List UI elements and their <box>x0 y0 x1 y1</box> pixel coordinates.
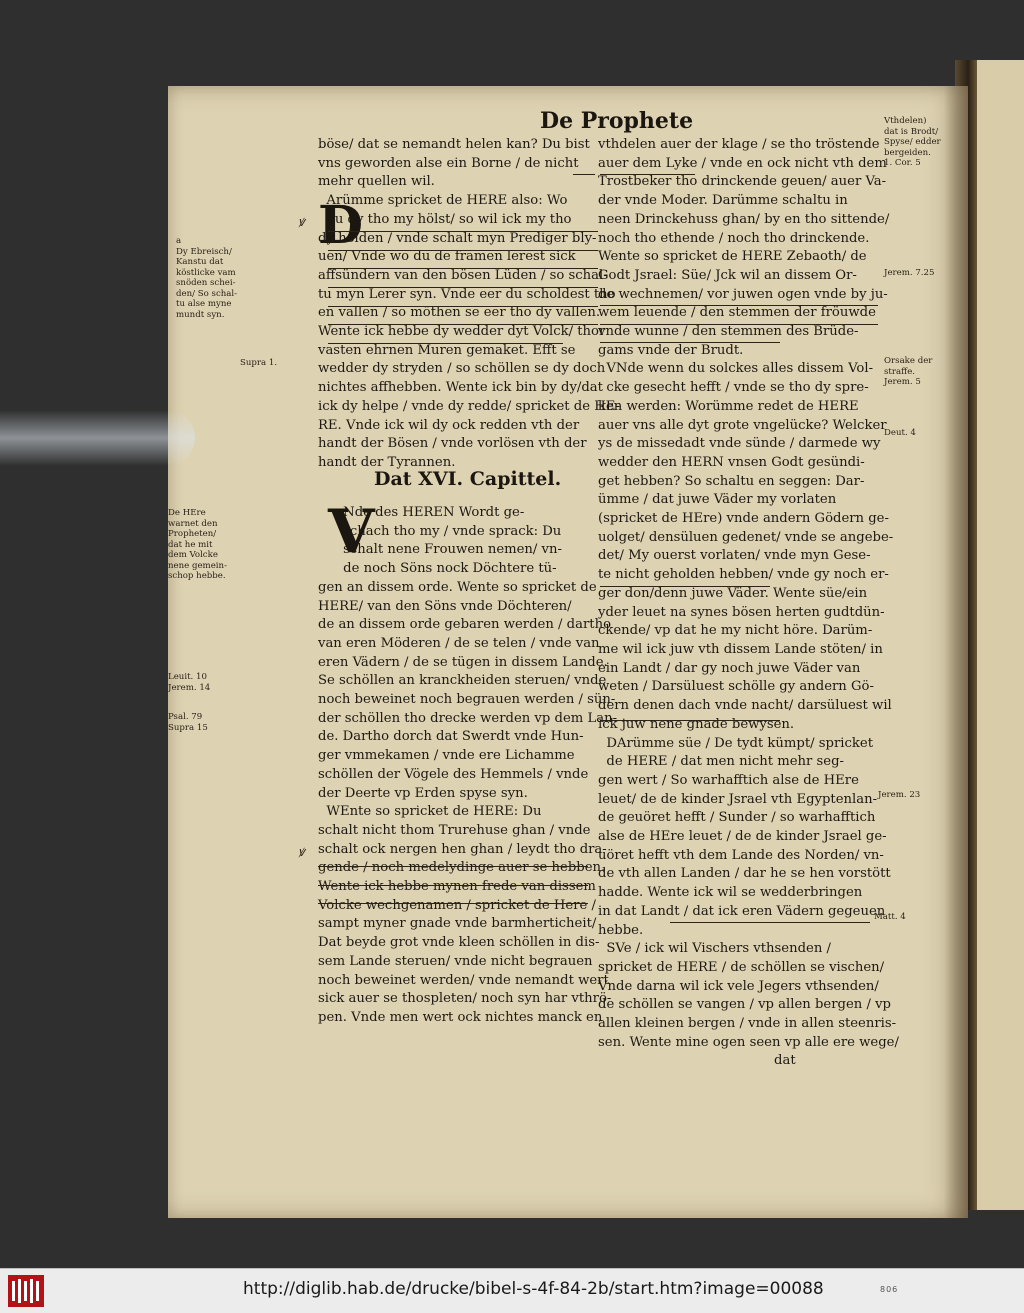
text-line: in dat Landt / dat ick eren Vädern gegeuen <box>598 903 886 919</box>
margin-note: Leuit. 10 Jerem. 14 <box>168 672 211 693</box>
text-line: de. Dartho dorch dat Swerdt vnde Hun- <box>318 729 584 745</box>
chapter-title: Dat XVI. Capittel. <box>374 468 562 490</box>
text-line: Volcke wechgenamen / spricket de Here / <box>318 897 596 913</box>
text-line: uolget/ densüluen gedenet/ vnde se angebe- <box>598 529 894 545</box>
text-line: vthdelen auer der klage / se tho tröstende <box>598 137 880 152</box>
text-line: de schöllen se vangen / vp allen bergen / vp <box>598 997 891 1013</box>
text-line: vasten ehrnen Muren gemaket. Efft se <box>318 342 576 358</box>
text-line: Wente so spricket de HERE Zebaoth/ de <box>598 249 867 265</box>
text-line: gen wert / So warhafftich alse de HEre <box>598 772 859 788</box>
text-line: schalt ock nergen hen ghan / leydt tho dra- <box>318 841 607 857</box>
text-line: schalt nene Frouwen nemen/ vn- <box>318 542 562 558</box>
text-line: cke gesecht hefft / vnde se tho dy spre- <box>598 380 869 396</box>
margin-note: Supra 1. <box>240 358 278 368</box>
margin-note: Orsake der straffe. Jerem. 5 <box>884 356 933 387</box>
text-line: de an dissem orde gebaren werden / dartho <box>318 617 612 633</box>
page-gutter-shadow <box>944 86 968 1218</box>
text-line: de geuöret hefft / Sunder / so warhafftich <box>598 810 876 826</box>
text-line: du dy tho my hölst/ so wil ick my tho <box>318 211 572 227</box>
library-logo-icon[interactable] <box>8 1275 44 1307</box>
margin-note: Psal. 79 Supra 15 <box>168 712 208 733</box>
text-line: det/ My ouerst vorlaten/ vnde myn Gese- <box>598 548 871 564</box>
text-line: Nde des HEREN Wordt ge- <box>318 505 525 520</box>
text-line: böse/ dat se nemandt helen kan? Du bist <box>318 137 590 152</box>
page-header: De Prophete <box>540 108 694 134</box>
text-line: uen/ Vnde wo du de framen lerest sick <box>318 249 576 265</box>
text-line: te nicht geholden hebben/ vnde gy noch er- <box>598 567 889 583</box>
text-line: de wechnemen/ vor juwen ogen vnde by ju- <box>598 286 888 302</box>
margin-note: a Dy Ebreisch/ Kanstu dat köstlicke vam snöden schei- den/ So schal- tu alse myne mundt syn. <box>176 236 238 320</box>
text-line: ick dy helpe / vnde dy redde/ spricket de HE- <box>318 398 621 414</box>
text-line: de HERE / dat men nicht mehr seg- <box>598 754 844 770</box>
text-line: tu myn Lerer syn. Vnde eer du scholdest tho <box>318 286 616 302</box>
text-line: ick juw nene gnade bewysen. <box>598 716 795 732</box>
handwritten-mark: ꝟ <box>298 215 305 230</box>
text-line: ger don/denn juwe Väder. Wente süe/ein <box>598 585 868 601</box>
page-code: 806 <box>880 1285 899 1294</box>
text-line: Godt Jsrael: Süe/ Jck wil an dissem Or- <box>598 267 857 283</box>
text-line: ger vmmekamen / vnde ere Lichamme <box>318 748 575 764</box>
text-line: weten / Darsüluest schölle gy andern Gö- <box>598 679 874 695</box>
text-line: mehr quellen wil. <box>318 174 435 190</box>
text-line: leuet/ de de kinder Jsrael vth Egyptenlan- <box>598 791 878 807</box>
drop-initial-v: V <box>328 497 375 567</box>
text-line: dat <box>598 1053 796 1069</box>
text-line: allen kleinen bergen / vnde in allen steenris- <box>598 1016 897 1032</box>
right-column <box>598 136 899 1071</box>
text-line: ein Landt / dar gy noch juwe Väder van <box>598 660 861 676</box>
viewer-footer <box>0 1268 1024 1313</box>
text-line: ümme / dat juwe Väder my vorlaten <box>598 492 837 508</box>
text-line: hadde. Wente ick wil se wedderbringen <box>598 885 863 901</box>
text-line: der Deerte vp Erden spyse syn. <box>318 785 528 801</box>
text-line: ckende/ vp dat he my nicht höre. Darüm- <box>598 623 873 639</box>
text-line: de noch Söns nock Döchtere tü- <box>318 561 557 577</box>
text-line: Dat beyde grot vnde kleen schöllen in dis- <box>318 935 600 951</box>
margin-note: Jerem. 23 <box>878 790 921 800</box>
handwritten-mark: ꝟ <box>298 845 305 860</box>
text-line: get hebben? So schaltu en seggen: Dar- <box>598 473 865 489</box>
text-line: DArümme süe / De tydt kümpt/ spricket <box>598 735 874 751</box>
text-line: gen an dissem orde. Wente so spricket de <box>318 579 597 595</box>
text-line: spricket de HERE / de schöllen se vischen/ <box>598 959 885 975</box>
text-line: schalt nicht thom Trurehuse ghan / vnde <box>318 822 591 838</box>
page-clip-shadow <box>0 410 195 466</box>
text-line: (spricket de HEre) vnde andern Gödern ge- <box>598 511 889 527</box>
text-line: sem Lande steruen/ vnde nicht begrauen <box>318 953 593 969</box>
text-line: en vallen / so möthen se eer tho dy vallen. <box>318 305 601 321</box>
margin-note: Deut. 4 <box>884 428 916 438</box>
text-line: gende / noch medelydinge auer se hebben. <box>318 860 606 876</box>
text-line: Wente ick hebbe mynen frede van dissem <box>318 879 596 895</box>
text-line: vns geworden alse ein Borne / de nicht <box>318 155 579 171</box>
text-line: sampt myner gnade vnde barmherticheit/ <box>318 916 597 932</box>
text-line: HERE/ van den Söns vnde Döchteren/ <box>318 598 572 614</box>
text-line: neen Drinckehuss ghan/ by en tho sittende/ <box>598 211 890 227</box>
text-line: auer vns alle dyt grote vngelücke? Welcker <box>598 417 887 433</box>
page-url-link[interactable]: http://diglib.hab.de/drucke/bibel-s-4f-84-2b/start.htm?image=00088 <box>243 1279 824 1299</box>
text-line: dern denen dach vnde nacht/ darsüluest wil <box>598 698 892 714</box>
margin-note: Jerem. 7.25 <box>884 268 935 278</box>
left-column-top <box>318 136 620 473</box>
text-line: auer dem Lyke / vnde en ock nicht vth dem <box>598 155 887 171</box>
text-line: noch beweinet noch begrauen werden / sün- <box>318 692 616 708</box>
text-line: der schöllen tho drecke werden vp dem Lan- <box>318 710 618 726</box>
text-line: van eren Möderen / de se telen / vnde van <box>318 635 600 651</box>
text-line: schach tho my / vnde sprack: Du <box>318 523 562 539</box>
text-line: dy holden / vnde schalt myn Prediger bly- <box>318 230 597 246</box>
margin-note: De HEre warnet den Propheten/ dat he mit dem Volcke nene gemein- schop hebbe. <box>168 508 227 581</box>
text-line: ken werden: Worümme redet de HERE <box>598 398 859 414</box>
text-line: SVe / ick wil Vischers vthsenden / <box>598 941 831 957</box>
text-line: VNde wenn du solckes alles dissem Vol- <box>598 361 874 377</box>
left-column-bottom <box>318 497 618 1028</box>
text-line: affsündern van den bösen Lüden / so schal- <box>318 267 608 283</box>
text-line: vnde wunne / den stemmen des Brüde- <box>598 324 859 340</box>
text-line: de vth allen Landen / dar he se hen vorstött <box>598 866 891 882</box>
text-line: wedder dy stryden / so schöllen se dy doch <box>318 361 606 377</box>
text-line: schöllen der Vögele des Hemmels / vnde <box>318 766 589 782</box>
margin-note: Matt. 4 <box>874 912 906 922</box>
text-line: pen. Vnde men wert ock nichtes manck en <box>318 1009 603 1025</box>
text-line: eren Vädern / de se tügen in dissem Lande. <box>318 654 608 670</box>
text-line: RE. Vnde ick wil dy ock redden vth der <box>318 417 580 433</box>
text-line: wedder den HERN vnsen Godt gesündi- <box>598 454 865 470</box>
text-line: nichtes affhebben. Wente ick bin by dy/dat <box>318 380 603 396</box>
text-line: sen. Wente mine ogen seen vp alle ere wege/ <box>598 1034 899 1050</box>
text-line: wem leuende / den stemmen der fröuwde <box>598 305 876 321</box>
text-line: WEnte so spricket de HERE: Du <box>318 804 542 820</box>
text-line: hebbe. <box>598 922 644 938</box>
drop-initial-d: D <box>318 195 364 256</box>
text-line: noch tho ethende / noch tho drinckende. <box>598 230 870 246</box>
text-line: yder leuet na synes bösen herten gudtdün- <box>598 604 885 620</box>
text-line: me wil ick juw vth dissem Lande stöten/ in <box>598 641 883 657</box>
text-line: alse de HEre leuet / de de kinder Jsrael ge- <box>598 829 887 845</box>
text-line: der vnde Moder. Darümme schaltu in <box>598 193 848 209</box>
margin-note: Vthdelen) dat is Brodt/ Spyse/ edder bergeiden. 1. Cor. 5 <box>884 116 941 168</box>
text-line: Vnde darna wil ick vele Jegers vthsenden/ <box>598 978 879 994</box>
text-line: ys de missedadt vnde sünde / darmede wy <box>598 436 881 452</box>
text-line: noch beweinet werden/ vnde nemandt wert <box>318 972 609 988</box>
text-line: Arümme spricket de HERE also: Wo <box>318 193 568 209</box>
text-line: Trostbeker tho drinckende geuen/ auer Va- <box>598 174 887 190</box>
text-line: gams vnde der Brudt. <box>598 342 744 358</box>
text-line: Se schöllen an kranckheiden steruen/ vnde <box>318 673 607 689</box>
text-line: uöret hefft vth dem Lande des Norden/ vn- <box>598 847 884 863</box>
text-line: sick auer se thospleten/ noch syn har vthrö- <box>318 991 612 1007</box>
text-line: Wente ick hebbe dy wedder dyt Volck/ thor <box>318 324 606 340</box>
text-line: handt der Bösen / vnde vorlösen vth der <box>318 436 587 452</box>
text-line: handt der Tyrannen. <box>318 454 456 470</box>
